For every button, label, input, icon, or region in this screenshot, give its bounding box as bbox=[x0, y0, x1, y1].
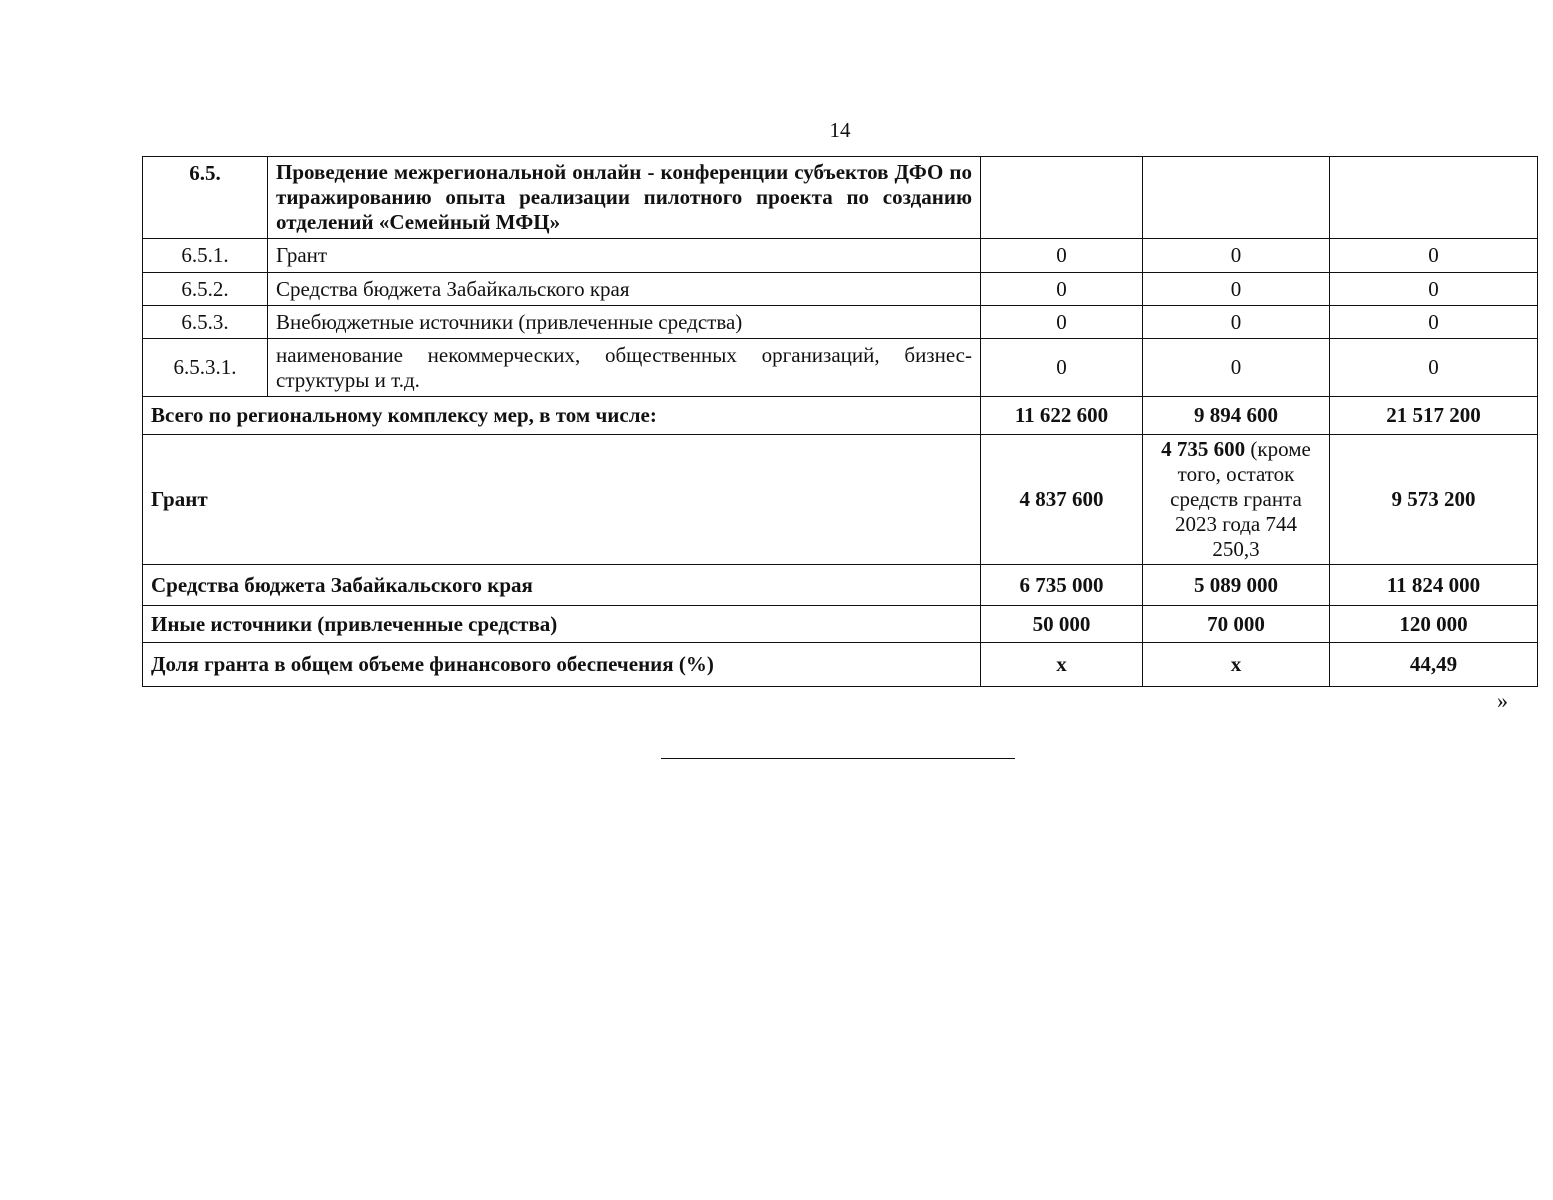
row-value: 0 bbox=[1330, 239, 1538, 273]
empty-cell bbox=[981, 157, 1143, 239]
row-value: 0 bbox=[1143, 339, 1330, 397]
row-label: наименование некоммерческих, общественных организаций, бизнес-структуры и т.д. bbox=[268, 339, 981, 397]
grant-total-value: 9 573 200 bbox=[1330, 435, 1538, 565]
row-value: 0 bbox=[981, 273, 1143, 306]
row-code: 6.5.1. bbox=[143, 239, 268, 273]
section-code: 6.5. bbox=[143, 157, 268, 239]
row-label: Внебюджетные источники (привлеченные средства) bbox=[268, 306, 981, 339]
total-value: x bbox=[1143, 643, 1330, 687]
page-number: 14 bbox=[829, 118, 851, 142]
total-label: Средства бюджета Забайкальского края bbox=[143, 565, 981, 606]
row-code: 6.5.3. bbox=[143, 306, 268, 339]
row-value: 0 bbox=[1143, 239, 1330, 273]
row-code: 6.5.2. bbox=[143, 273, 268, 306]
row-code: 6.5.3.1. bbox=[143, 339, 268, 397]
total-value: 6 735 000 bbox=[981, 565, 1143, 606]
table-row bbox=[143, 339, 1538, 397]
funding-table bbox=[142, 156, 1538, 687]
total-value: 11 824 000 bbox=[1330, 565, 1538, 606]
total-row bbox=[143, 643, 1538, 687]
row-value: 0 bbox=[1330, 306, 1538, 339]
end-divider bbox=[661, 758, 1015, 759]
total-row bbox=[143, 565, 1538, 606]
table-row bbox=[143, 306, 1538, 339]
total-label: Иные источники (привлеченные средства) bbox=[143, 606, 981, 643]
total-value: x bbox=[981, 643, 1143, 687]
grant-total-value-with-note bbox=[1143, 435, 1330, 565]
total-value: 9 894 600 bbox=[1143, 397, 1330, 435]
grant-remainder-note: (кроме того, остаток средств гранта 2023 года 744 250,3 bbox=[1170, 437, 1311, 561]
row-value: 0 bbox=[1330, 339, 1538, 397]
grant-total-label: Грант bbox=[143, 435, 981, 565]
row-value: 0 bbox=[981, 239, 1143, 273]
row-value: 0 bbox=[1330, 273, 1538, 306]
total-value: 11 622 600 bbox=[981, 397, 1143, 435]
table-row bbox=[143, 239, 1538, 273]
empty-cell bbox=[1330, 157, 1538, 239]
total-value: 70 000 bbox=[1143, 606, 1330, 643]
total-value: 21 517 200 bbox=[1330, 397, 1538, 435]
grant-total-value: 4 837 600 bbox=[981, 435, 1143, 565]
total-label: Доля гранта в общем объеме финансового обеспечения (%) bbox=[143, 643, 981, 687]
row-value: 0 bbox=[1143, 273, 1330, 306]
grant-amount: 4 735 600 bbox=[1161, 437, 1246, 461]
section-title: Проведение межрегиональной онлайн - конференции субъектов ДФО по тиражированию опыта реализации пилотного проекта по созданию отделений «Семейный МФЦ» bbox=[268, 157, 981, 239]
row-value: 0 bbox=[981, 306, 1143, 339]
total-label: Всего по региональному комплексу мер, в том числе: bbox=[143, 397, 981, 435]
total-row bbox=[143, 397, 1538, 435]
row-label: Грант bbox=[268, 239, 981, 273]
total-row bbox=[143, 606, 1538, 643]
empty-cell bbox=[1143, 157, 1330, 239]
section-row bbox=[143, 157, 1538, 239]
row-value: 0 bbox=[981, 339, 1143, 397]
closing-quote: » bbox=[1497, 688, 1508, 713]
total-value: 5 089 000 bbox=[1143, 565, 1330, 606]
total-value: 50 000 bbox=[981, 606, 1143, 643]
row-value: 0 bbox=[1143, 306, 1330, 339]
total-value: 120 000 bbox=[1330, 606, 1538, 643]
row-label: Средства бюджета Забайкальского края bbox=[268, 273, 981, 306]
grant-total-row bbox=[143, 435, 1538, 565]
grant-note bbox=[1151, 437, 1321, 562]
table-row bbox=[143, 273, 1538, 306]
total-value: 44,49 bbox=[1330, 643, 1538, 687]
